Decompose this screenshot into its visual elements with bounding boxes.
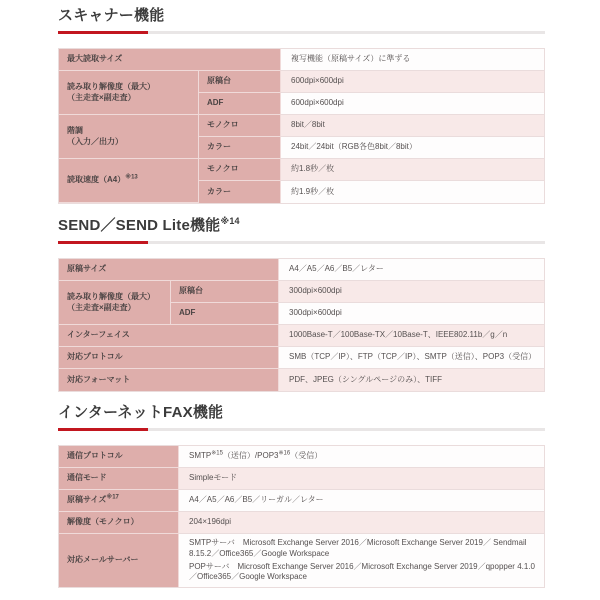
- table-row: [59, 446, 544, 468]
- spec-label-line2: （入力／出力）: [67, 136, 123, 146]
- table-row: [59, 468, 544, 490]
- internet-fax-spec-table: [58, 445, 545, 588]
- spec-label-sup: ※17: [106, 494, 119, 501]
- spec-value: 300dpi×600dpi: [279, 303, 544, 325]
- spec-page: [58, 0, 545, 588]
- section-title-send: [58, 217, 545, 235]
- table-row: [59, 71, 544, 93]
- spec-value: 約1.9秒／枚: [281, 181, 544, 203]
- spec-label: 最大読取サイズ: [59, 49, 281, 71]
- spec-sublabel: モノクロ: [199, 159, 281, 181]
- send-spec-table: [58, 258, 545, 392]
- section-title-sup: ※14: [220, 216, 240, 226]
- mail-server-pop-line: POPサーバ Microsoft Exchange Server 2016／Microsoft Exchange Server 2019／qpopper 4.1.0／Office365／Google Workspace: [189, 561, 535, 582]
- spec-label: 対応フォーマット: [59, 369, 279, 391]
- spec-sublabel: 原稿台: [171, 281, 279, 303]
- spec-label-text: 原稿サイズ: [67, 495, 107, 505]
- spec-label: 対応メールサーバー: [59, 534, 179, 587]
- spec-value-sup: ※16: [278, 450, 291, 457]
- table-row: [59, 281, 544, 303]
- spec-label: [59, 71, 199, 115]
- spec-sublabel: ADF: [171, 303, 279, 325]
- table-row: [59, 490, 544, 512]
- table-row: [59, 347, 544, 369]
- spec-value: 600dpi×600dpi: [281, 71, 544, 93]
- section-title-text: インターネットFAX機能: [58, 404, 224, 421]
- spec-label: [59, 490, 179, 512]
- spec-sublabel: 原稿台: [199, 71, 281, 93]
- spec-value-text: （受信）: [290, 451, 323, 461]
- table-row: [59, 369, 544, 391]
- section-divider: [58, 31, 545, 34]
- section-title-scanner: [58, 7, 545, 25]
- table-row: [59, 512, 544, 534]
- spec-label: 通信プロトコル: [59, 446, 179, 468]
- spec-value-text: SMTP: [189, 451, 212, 461]
- section-divider: [58, 428, 545, 431]
- table-row: [59, 259, 544, 281]
- spec-label: 対応プロトコル: [59, 347, 279, 369]
- spec-label: [59, 115, 199, 159]
- spec-label-line2: （主走査×副走査）: [67, 302, 136, 312]
- table-row: [59, 49, 544, 71]
- spec-value: [179, 534, 544, 587]
- table-row: [59, 534, 544, 587]
- spec-label: 通信モード: [59, 468, 179, 490]
- spec-value: Simpleモード: [179, 468, 544, 490]
- section-title-text: スキャナー機能: [58, 7, 165, 24]
- mail-server-smtp-line: SMTPサーバ Microsoft Exchange Server 2016／Microsoft Exchange Server 2019／ Sendmail 8.15.2／Office365／Google Workspace: [189, 538, 527, 558]
- spec-label: [59, 281, 171, 325]
- section-send: [58, 217, 545, 392]
- section-divider: [58, 241, 545, 244]
- spec-label: 原稿サイズ: [59, 259, 279, 281]
- section-scanner: [58, 7, 545, 204]
- section-title-text: SEND／SEND Lite機能: [58, 217, 221, 234]
- spec-value: [179, 446, 544, 468]
- spec-label-line1: 読み取り解像度（最大）: [67, 291, 155, 301]
- table-row: [59, 325, 544, 347]
- spec-value: A4／A5／A6／B5／リーガル／レター: [179, 490, 544, 512]
- spec-value: 24bit／24bit（RGB各色8bit／8bit）: [281, 137, 544, 159]
- spec-value-text: （送信）/POP3: [222, 451, 279, 461]
- table-row: [59, 115, 544, 137]
- spec-label: インターフェイス: [59, 325, 279, 347]
- spec-value: 204×196dpi: [179, 512, 544, 534]
- spec-sublabel: カラー: [199, 137, 281, 159]
- spec-label-line1: 階調: [67, 125, 83, 135]
- spec-value: A4／A5／A6／B5／レター: [279, 259, 544, 281]
- spec-value-sup: ※15: [211, 450, 223, 457]
- spec-label: 解像度（モノクロ）: [59, 512, 179, 534]
- spec-value: 600dpi×600dpi: [281, 93, 544, 115]
- spec-sublabel: モノクロ: [199, 115, 281, 137]
- spec-value: 300dpi×600dpi: [279, 281, 544, 303]
- spec-value: 複写機能（原稿サイズ）に準ずる: [281, 49, 544, 71]
- table-row: [59, 159, 544, 181]
- spec-label-sup: ※13: [125, 174, 138, 181]
- spec-sublabel: ADF: [199, 93, 281, 115]
- spec-value: PDF、JPEG（シングルページのみ）、TIFF: [279, 369, 544, 391]
- spec-label-line1: 読み取り解像度（最大）: [67, 81, 155, 91]
- section-title-internet-fax: [58, 404, 545, 422]
- spec-label-line2: （主走査×副走査）: [67, 92, 136, 102]
- section-internet-fax: [58, 404, 545, 588]
- scanner-spec-table: [58, 48, 545, 204]
- spec-label: [59, 159, 199, 203]
- spec-value: 1000Base-T／100Base-TX／10Base-T、IEEE802.11b／g／n: [279, 325, 544, 347]
- spec-value: SMB（TCP／IP）、FTP（TCP／IP）、SMTP（送信）、POP3（受信）: [279, 347, 544, 369]
- spec-sublabel: カラー: [199, 181, 281, 203]
- spec-label-text: 読取速度（A4）: [67, 175, 126, 185]
- spec-value: 8bit／8bit: [281, 115, 544, 137]
- spec-value: 約1.8秒／枚: [281, 159, 544, 181]
